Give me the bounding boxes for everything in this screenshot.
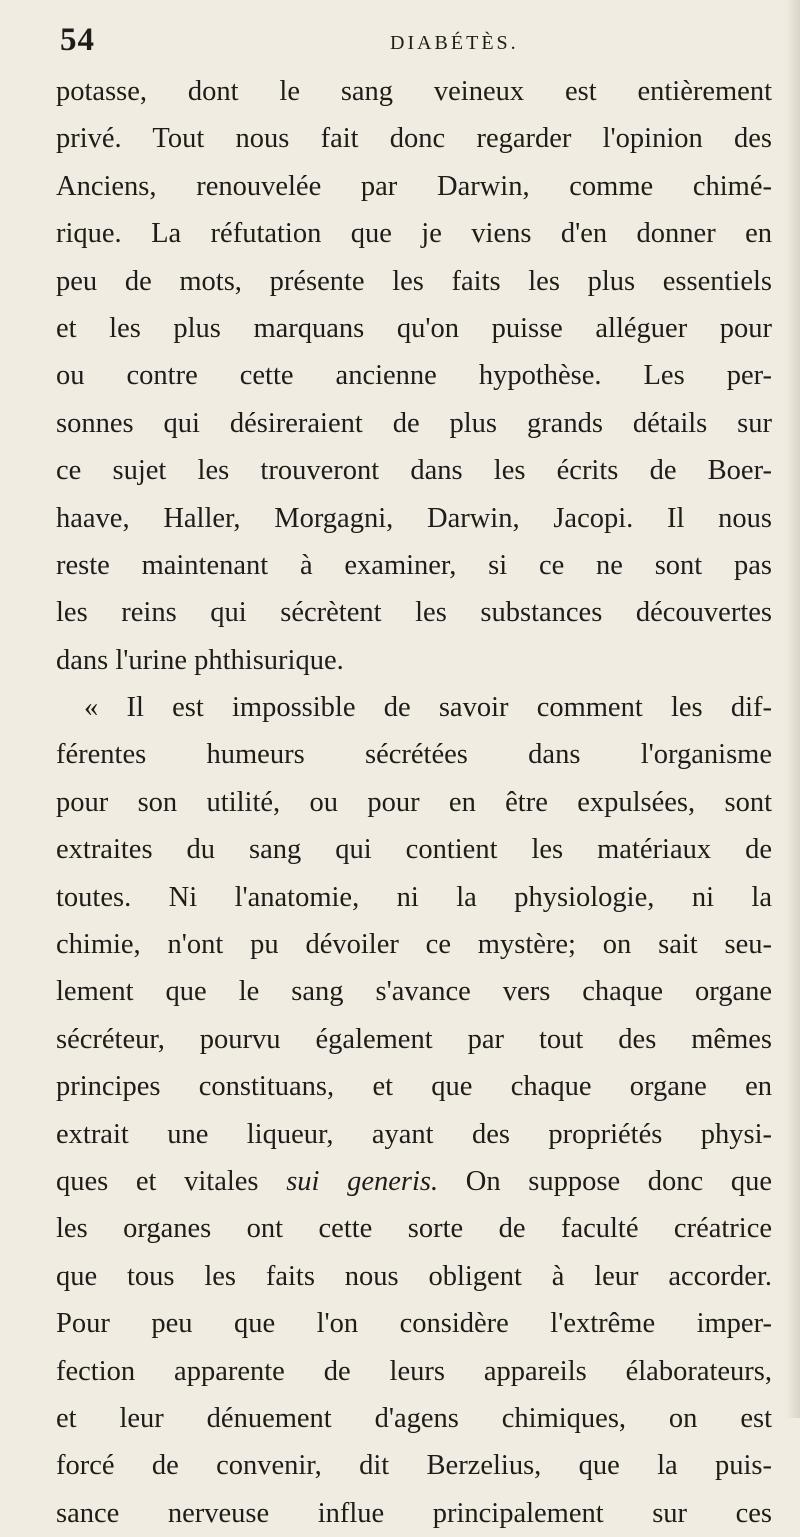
- text-line: Pour peu que l'on considère l'extrême imper-: [56, 1308, 772, 1340]
- page-header: [56, 18, 772, 64]
- text-line: extrait une liqueur, ayant des propriétés physi-: [56, 1118, 772, 1150]
- text-line: principes constituans, et que chaque organe en: [56, 1071, 772, 1103]
- text-line: dans l'urine phthisurique.: [56, 644, 344, 676]
- text-line: reste maintenant à examiner, si ce ne sont pas: [56, 549, 772, 581]
- text-line: [56, 1158, 772, 1205]
- text-line: ce sujet les trouveront dans les écrits de Boer-: [56, 455, 772, 487]
- text-line: et leur dénuement d'agens chimiques, on est: [56, 1402, 772, 1434]
- body-text: [56, 68, 772, 1537]
- text-line: sécréteur, pourvu également par tout des mêmes: [56, 1023, 772, 1055]
- text-line: haave, Haller, Morgagni, Darwin, Jacopi. Il nous: [56, 502, 772, 534]
- text-line: « Il est impossible de savoir comment les dif-: [84, 692, 772, 724]
- text-line: extraites du sang qui contient les matériaux de: [56, 834, 772, 866]
- text-line: rique. La réfutation que je viens d'en donner en: [56, 218, 772, 250]
- text-line: lement que le sang s'avance vers chaque organe: [56, 976, 772, 1008]
- paragraph: [56, 684, 772, 1537]
- text-line: pour son utilité, ou pour en être expulsées, sont: [56, 786, 772, 818]
- text-line: chimie, n'ont pu dévoiler ce mystère; on sait seu-: [56, 929, 772, 961]
- text-line: sonnes qui désireraient de plus grands détails sur: [56, 407, 772, 439]
- text-line: Anciens, renouvelée par Darwin, comme chimé-: [56, 170, 772, 202]
- text-line: forcé de convenir, dit Berzelius, que la puis-: [56, 1450, 772, 1482]
- page-number: 54: [60, 22, 95, 58]
- running-head: DIABÉTÈS.: [390, 32, 519, 54]
- text-line: ou contre cette ancienne hypothèse. Les per-: [56, 360, 772, 392]
- text-line: et les plus marquans qu'on puisse alléguer pour: [56, 312, 772, 344]
- text-segment: On suppose donc que: [438, 1165, 772, 1197]
- page-edge-shadow: [786, 0, 800, 1418]
- text-line: sance nerveuse influe principalement sur ces: [56, 1497, 772, 1529]
- text-line: férentes humeurs sécrétées dans l'organisme: [56, 739, 772, 771]
- text-segment: ques et vitales: [56, 1165, 287, 1197]
- text-line: les organes ont cette sorte de faculté créatrice: [56, 1213, 772, 1245]
- text-line: peu de mots, présente les faits les plus essentiels: [56, 265, 772, 297]
- text-line: les reins qui sécrètent les substances découvertes: [56, 597, 772, 629]
- latin-phrase: sui generis.: [286, 1165, 439, 1197]
- text-line: toutes. Ni l'anatomie, ni la physiologie, ni la: [56, 881, 772, 913]
- text-line: que tous les faits nous obligent à leur accorder.: [56, 1260, 772, 1292]
- text-line: potasse, dont le sang veineux est entièrement: [56, 76, 772, 107]
- text-line: privé. Tout nous fait donc regarder l'opinion des: [56, 123, 772, 155]
- text-line: fection apparente de leurs appareils élaborateurs,: [56, 1355, 772, 1387]
- paragraph: [56, 68, 772, 684]
